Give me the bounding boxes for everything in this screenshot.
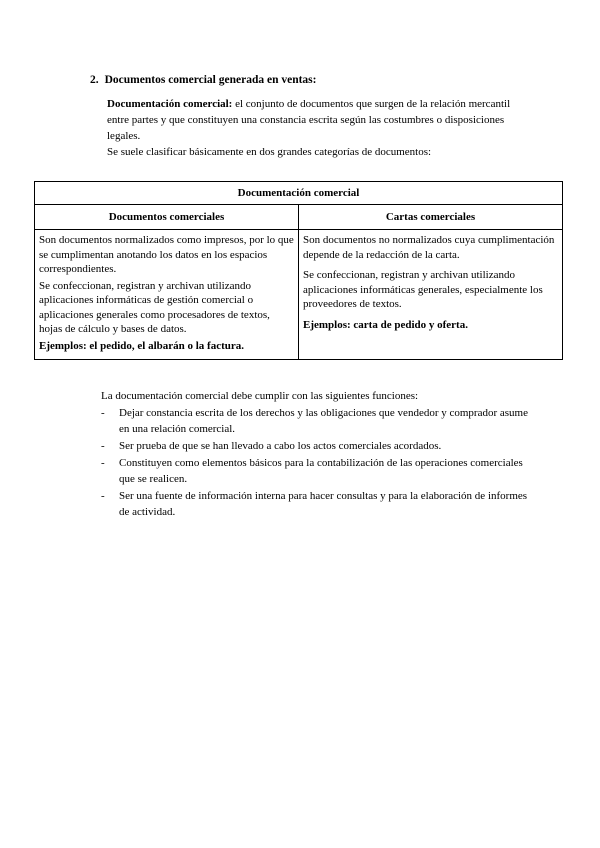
section-heading [90,74,316,86]
functions-lead: La documentación comercial debe cumplir con las siguientes funciones: [101,390,419,402]
list-item [101,405,541,437]
list-item [101,488,541,520]
bullet-dash: - [101,457,105,469]
section-number: 2. [90,74,99,86]
documentos-paragraph-2: Se confeccionan, registran y archivan utilizando aplicaciones informáticas de gestión comercial o aplicaciones generales como procesadores de textos, hojas de cálculo y bases de datos. [39,279,270,335]
bullet-dash: - [101,490,105,502]
cartas-paragraph-1: Son documentos no normalizados cuya cumplimentación depende de la redacción de la carta. [303,234,555,261]
definition-term: Documentación comercial: [107,98,233,110]
list-item [101,455,541,487]
cell-documentos [35,230,299,360]
cartas-paragraph-2: Se confeccionan, registran y archivan utilizando aplicaciones informáticas generales, especialmente los proveedores de textos. [303,269,543,310]
list-item-text: Ser una fuente de información interna para hacer consultas y para la elaboración de informes de actividad. [119,490,528,518]
intro-block [107,96,527,160]
section-title: Documentos comercial generada en ventas: [104,74,317,86]
definition-paragraph [107,96,527,144]
cell-cartas [299,230,563,360]
list-item-text: Dejar constancia escrita de los derechos y las obligaciones que vendedor y comprador asume en una relación comercial. [119,407,528,435]
documentos-paragraph-1: Son documentos normalizados como impresos, por lo que se cumplimentan anotando los datos en los espacios correspondientes. [39,234,294,275]
column-header-documentos: Documentos comerciales [35,205,299,230]
list-item [101,438,541,454]
documentos-examples: Ejemplos: el pedido, el albarán o la factura. [39,339,245,352]
list-item-text: Constituyen como elementos básicos para la contabilización de las operaciones comerciales que se realicen. [119,457,523,485]
bullet-dash: - [101,440,105,452]
definition-text: el conjunto de documentos que surgen de la relación mercantil entre partes y que constituyen una constancia escrita según las costumbres o disposiciones legales. [107,98,511,142]
classification-text: Se suele clasificar básicamente en dos grandes categorías de documentos: [107,146,432,158]
documentation-table [34,181,563,360]
table-title: Documentación comercial [35,182,563,205]
list-item-text: Ser prueba de que se han llevado a cabo los actos comerciales acordados. [119,440,442,452]
functions-list [101,405,541,520]
column-header-cartas: Cartas comerciales [299,205,563,230]
functions-block [101,388,541,521]
bullet-dash: - [101,407,105,419]
cartas-examples: Ejemplos: carta de pedido y oferta. [303,318,468,331]
